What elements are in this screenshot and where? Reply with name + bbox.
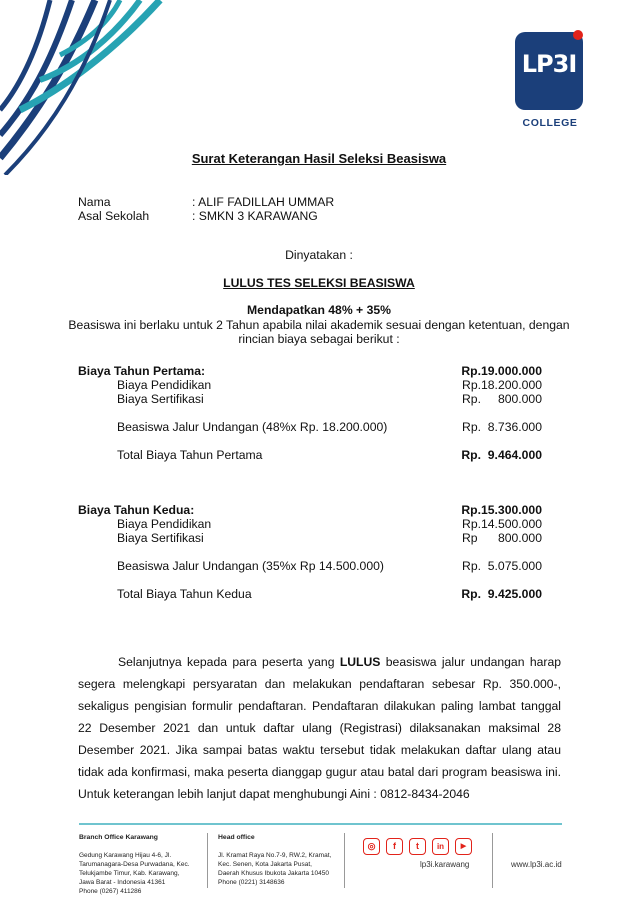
intro-line-2: rincian biaya sebagai berikut : <box>238 332 400 346</box>
school-value: : SMKN 3 KARAWANG <box>192 209 318 223</box>
name-value: : ALIF FADILLAH UMMAR <box>192 195 335 209</box>
year1-scholarship-amount: Rp. 8.736.000 <box>462 420 542 434</box>
head-line: Jl. Kramat Raya No.7-9, RW.2, Kramat, <box>218 852 332 859</box>
year2-heading: Biaya Tahun Kedua: <box>78 503 195 517</box>
year1-total-label: Total Biaya Tahun Pertama <box>117 448 263 462</box>
year1-heading: Biaya Tahun Pertama: <box>78 364 206 378</box>
website-link[interactable]: www.lp3i.ac.id <box>511 860 562 869</box>
name-label: Nama <box>78 195 111 209</box>
youtube-icon[interactable]: ▶ <box>455 838 472 855</box>
document-title: Surat Keterangan Hasil Seleksi Beasiswa <box>191 151 447 166</box>
year1-heading-amount: Rp.19.000.000 <box>461 364 542 378</box>
head-office-title: Head office <box>218 834 255 841</box>
school-label: Asal Sekolah <box>78 209 150 223</box>
year2-item-amount: 800.000 <box>497 531 542 545</box>
closing-part-2: beasiswa jalur undangan harap segera melengkapi persyaratan dan melakukan pendaftaran sebesar Rp. 350.000-, sekaligus pengisian formulir pendaftaran. Pendaftaran dilakukan paling lambat tanggal 22 Desember 2021 dan untuk daftar ulang (Registrasi) dilaksanakan maksimal 28 Desember 2021. Jika sampai batas waktu tersebut tidak melakukan daftar ulang atau tidak ada konfirmasi, maka peserta dianggap gugur atau batal dari program beasiswa ini. Untuk keterangan lebih lanjut dapat menghubungi Aini : 0812-8434-2046 <box>78 655 561 801</box>
result-heading: LULUS TES SELEKSI BEASISWA <box>223 276 415 290</box>
year1-total-amount: Rp. 9.464.000 <box>461 448 542 462</box>
year2-scholarship-label: Beasiswa Jalur Undangan (35%x Rp 14.500.000) <box>117 559 384 573</box>
footer-separator <box>492 833 493 888</box>
footer-divider <box>79 823 562 825</box>
head-line: Kec. Senen, Kota Jakarta Pusat, <box>218 861 312 868</box>
year1-scholarship-label: Beasiswa Jalur Undangan (48%x Rp. 18.200.000) <box>117 420 388 434</box>
branch-office-address <box>79 851 190 896</box>
decorative-swoosh <box>0 0 170 175</box>
twitter-icon[interactable]: t <box>409 838 426 855</box>
intro-line-1: Beasiswa ini berlaku untuk 2 Tahun apabila nilai akademik sesuai dengan ketentuan, dengan <box>68 318 570 332</box>
linkedin-icon[interactable]: in <box>432 838 449 855</box>
closing-part-1: Selanjutnya kepada para peserta yang <box>118 655 340 669</box>
instagram-icon[interactable]: ◎ <box>363 838 380 855</box>
footer-separator <box>344 833 345 888</box>
year1-item-label: Biaya Sertifikasi <box>117 392 204 406</box>
year2-item-label: Biaya Sertifikasi <box>117 531 204 545</box>
award-text: Mendapatkan 48% + 35% <box>247 303 391 317</box>
branch-line: Phone (0267) 411286 <box>79 888 142 895</box>
logo-mark-text: LP3I <box>521 50 577 78</box>
year1-item-currency: Rp. <box>462 392 481 406</box>
year1-item-label: Biaya Pendidikan <box>117 378 212 392</box>
lp3i-logo <box>507 28 593 132</box>
closing-bold: LULUS <box>339 655 381 669</box>
footer-separator <box>207 833 208 888</box>
year2-total-label: Total Biaya Tahun Kedua <box>117 587 252 601</box>
year2-item-amount: Rp.14.500.000 <box>462 517 542 531</box>
year2-scholarship-amount: Rp. 5.075.000 <box>462 559 542 573</box>
facebook-icon[interactable]: f <box>386 838 403 855</box>
year2-total-amount: Rp. 9.425.000 <box>461 587 542 601</box>
declared-text: Dinyatakan : <box>285 248 353 262</box>
year1-item-amount: Rp.18.200.000 <box>462 378 542 392</box>
branch-line: Gedung Karawang Hijau 4-6, Jl. <box>79 852 172 859</box>
branch-line: Tarumanagara-Desa Purwadana, Kec. <box>79 861 190 868</box>
year1-item-amount: 800.000 <box>497 392 542 406</box>
head-line: Daerah Khusus Ibukota Jakarta 10450 <box>218 870 329 877</box>
branch-line: Jawa Barat - Indonesia 41361 <box>79 879 166 886</box>
year2-item-currency: Rp <box>462 531 478 545</box>
year2-item-label: Biaya Pendidikan <box>117 517 212 531</box>
head-office-address <box>218 851 331 887</box>
logo-dot <box>573 30 583 40</box>
branch-line: Telukjambe Timur, Kab. Karawang, <box>79 870 180 877</box>
branch-office-title: Branch Office Karawang <box>79 834 158 841</box>
head-line: Phone (0221) 3148636 <box>218 879 285 886</box>
social-handle[interactable]: lp3i.karawang <box>420 860 470 869</box>
logo-caption: COLLEGE <box>522 117 578 129</box>
year2-heading-amount: Rp.15.300.000 <box>461 503 542 517</box>
closing-paragraph <box>78 651 561 805</box>
